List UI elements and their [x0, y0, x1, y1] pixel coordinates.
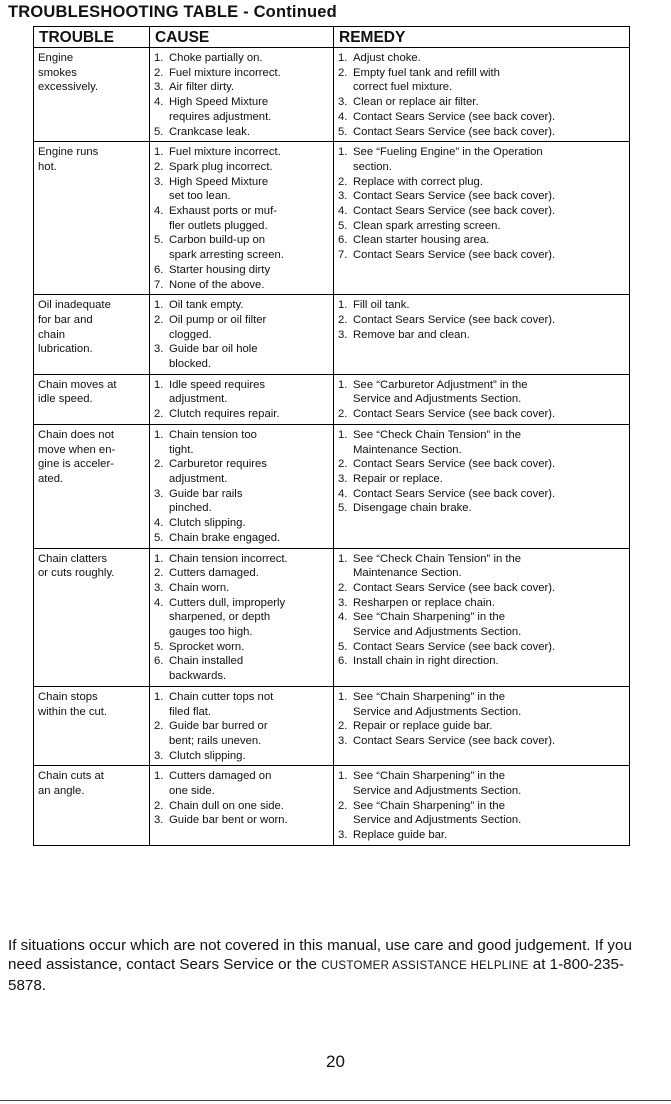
cause-item-number: 1. [154, 146, 164, 159]
remedy-item-number: 2. [338, 175, 348, 188]
remedy-item [338, 769, 625, 798]
table-row [34, 374, 630, 424]
remedy-item-text: Contact Sears Service (see back cover). [353, 734, 556, 747]
cause-item-number: 3. [154, 81, 164, 94]
remedy-item [338, 313, 625, 328]
trouble-cell [34, 295, 150, 375]
cause-item-text: Cutters damaged. [169, 567, 259, 580]
remedy-item [338, 719, 625, 734]
cause-item [154, 233, 329, 262]
trouble-cell [34, 142, 150, 295]
trouble-text: Chain clatters or cuts roughly. [38, 552, 115, 580]
remedy-item [338, 640, 625, 655]
remedy-item-number: 2. [338, 799, 348, 812]
cause-item [154, 566, 329, 581]
cause-item [154, 51, 329, 66]
remedy-item [338, 828, 625, 843]
cause-item-number: 2. [154, 458, 164, 471]
remedy-item [338, 690, 625, 719]
cause-item-text: Oil pump or oil filter clogged. [169, 313, 267, 341]
cause-item [154, 66, 329, 81]
remedy-item-number: 1. [338, 146, 348, 159]
remedy-item-text: Contact Sears Service (see back cover). [353, 190, 556, 203]
cause-item-number: 5. [154, 640, 164, 653]
remedy-cell [334, 142, 630, 295]
cause-item [154, 719, 329, 748]
remedy-item-text: See “Carburetor Adjustment” in the Service and Adjustments Section. [353, 378, 528, 406]
cause-item-text: Fuel mixture incorrect. [169, 66, 281, 79]
remedy-item-number: 7. [338, 249, 348, 262]
cause-item-number: 3. [154, 343, 164, 356]
cause-item [154, 175, 329, 204]
table-row [34, 548, 630, 686]
cause-cell [150, 424, 334, 548]
cause-item-number: 4. [154, 517, 164, 530]
remedy-item-text: Install chain in right direction. [353, 655, 499, 668]
remedy-item [338, 799, 625, 828]
cause-item [154, 428, 329, 457]
remedy-item-number: 1. [338, 378, 348, 391]
remedy-item-text: Repair or replace guide bar. [353, 720, 493, 733]
trouble-text: Chain stops within the cut. [38, 690, 108, 718]
cause-item [154, 204, 329, 233]
cause-item-number: 2. [154, 66, 164, 79]
remedy-item [338, 501, 625, 516]
trouble-text: Engine smokes excessively. [38, 52, 99, 94]
cause-item [154, 654, 329, 683]
remedy-item [338, 125, 625, 140]
cause-item [154, 160, 329, 175]
remedy-item [338, 110, 625, 125]
cause-item-number: 4. [154, 96, 164, 109]
remedy-item-number: 3. [338, 734, 348, 747]
table-row [34, 48, 630, 142]
remedy-item-text: Contact Sears Service (see back cover). [353, 249, 556, 262]
cause-item-text: Chain tension incorrect. [169, 552, 288, 565]
cause-item-number: 6. [154, 655, 164, 668]
cause-item-text: Fuel mixture incorrect. [169, 146, 281, 159]
remedy-item [338, 654, 625, 669]
cause-item-text: Idle speed requires adjustment. [169, 378, 266, 406]
remedy-item [338, 298, 625, 313]
cause-item-number: 6. [154, 263, 164, 276]
remedy-item-text: See “Fueling Engine” in the Operation section. [353, 146, 543, 173]
page-title: TROUBLESHOOTING TABLE - Continued [8, 3, 337, 21]
cause-item [154, 278, 329, 293]
table-row [34, 142, 630, 295]
remedy-item [338, 95, 625, 110]
remedy-item-number: 6. [338, 234, 348, 247]
remedy-item-text: Adjust choke. [353, 52, 421, 64]
cause-item-text: None of the above. [169, 278, 265, 291]
cause-item [154, 516, 329, 531]
remedy-item-number: 2. [338, 313, 348, 326]
cause-item-text: Clutch slipping. [169, 749, 246, 762]
cause-item-text: Crankcase leak. [169, 125, 250, 138]
cause-item-text: Chain installed backwards. [169, 655, 244, 683]
remedy-item-text: Contact Sears Service (see back cover). [353, 205, 556, 218]
troubleshooting-table [33, 26, 630, 846]
table-row [34, 424, 630, 548]
trouble-cell [34, 48, 150, 142]
remedy-cell [334, 548, 630, 686]
remedy-item-text: Contact Sears Service (see back cover). [353, 640, 556, 653]
cause-item [154, 125, 329, 140]
cause-item [154, 640, 329, 655]
remedy-item-text: Clean or replace air filter. [353, 96, 479, 109]
cause-item-text: Chain cutter tops not filed flat. [169, 690, 274, 718]
page-number: 20 [326, 1052, 345, 1071]
remedy-item-number: 1. [338, 770, 348, 783]
cause-item-text: Choke partially on. [169, 52, 263, 64]
remedy-item [338, 219, 625, 234]
cause-item-text: Carbon build-up on spark arresting screen. [169, 234, 284, 262]
remedy-item-number: 4. [338, 611, 348, 624]
cause-item-text: Starter housing dirty [169, 263, 271, 276]
cause-item-number: 1. [154, 378, 164, 391]
cause-item-text: Cutters dull, improperly sharpened, or depth gauges too high. [169, 596, 286, 639]
remedy-item [338, 734, 625, 749]
remedy-item-text: Contact Sears Service (see back cover). [353, 313, 556, 326]
remedy-item-number: 3. [338, 596, 348, 609]
remedy-cell [334, 374, 630, 424]
cause-item [154, 313, 329, 342]
remedy-cell [334, 766, 630, 846]
remedy-item-number: 5. [338, 219, 348, 232]
remedy-item-number: 5. [338, 640, 348, 653]
remedy-item [338, 204, 625, 219]
cause-item [154, 813, 329, 828]
remedy-item-text: See “Chain Sharpening” in the Service and Adjustments Section. [353, 611, 522, 639]
remedy-cell [334, 295, 630, 375]
remedy-item-number: 5. [338, 125, 348, 138]
cause-cell [150, 766, 334, 846]
remedy-item-text: Empty fuel tank and refill with correct fuel mixture. [353, 66, 500, 94]
remedy-item-text: Clean spark arresting screen. [353, 219, 501, 232]
trouble-cell [34, 766, 150, 846]
cause-item [154, 378, 329, 407]
cause-item [154, 298, 329, 313]
cause-item-text: Air filter dirty. [169, 81, 235, 94]
cause-item-text: Clutch requires repair. [169, 408, 280, 421]
cause-item-number: 2. [154, 799, 164, 812]
remedy-item [338, 596, 625, 611]
cause-item-number: 3. [154, 814, 164, 827]
remedy-item-text: Repair or replace. [353, 472, 443, 485]
trouble-text: Oil inadequate for bar and chain lubrication. [38, 299, 111, 356]
cause-item [154, 80, 329, 95]
remedy-item [338, 248, 625, 263]
remedy-item-number: 2. [338, 408, 348, 421]
cause-item-text: Oil tank empty. [169, 299, 244, 312]
remedy-item-number: 3. [338, 472, 348, 485]
trouble-text: Chain does not move when en- gine is acceler- ated. [38, 428, 116, 485]
remedy-item-text: Clean starter housing area. [353, 234, 490, 247]
cause-item-text: Guide bar rails pinched. [169, 487, 243, 515]
trouble-cell [34, 424, 150, 548]
cause-item-number: 1. [154, 428, 164, 441]
cause-item-number: 3. [154, 487, 164, 500]
cause-item-text: Guide bar bent or worn. [169, 814, 288, 827]
remedy-item-text: Disengage chain brake. [353, 502, 472, 515]
helpline-number: at 1-800-235-5878. [8, 956, 624, 994]
cause-item [154, 457, 329, 486]
cause-item-number: 5. [154, 234, 164, 247]
remedy-item [338, 233, 625, 248]
remedy-item-text: Contact Sears Service (see back cover). [353, 487, 556, 500]
cause-cell [150, 686, 334, 766]
cause-item [154, 581, 329, 596]
trouble-text: Engine runs hot. [38, 146, 99, 173]
remedy-item [338, 328, 625, 343]
cause-item-text: Chain worn. [169, 581, 230, 594]
cause-item [154, 407, 329, 422]
cause-item [154, 342, 329, 371]
remedy-cell [334, 424, 630, 548]
trouble-cell [34, 686, 150, 766]
trouble-text: Chain moves at idle speed. [38, 378, 117, 406]
remedy-item-number: 3. [338, 190, 348, 203]
remedy-item [338, 189, 625, 204]
remedy-item-number: 3. [338, 829, 348, 842]
cause-item-text: Guide bar oil hole blocked. [169, 343, 258, 371]
cause-item-number: 5. [154, 531, 164, 544]
remedy-item-number: 6. [338, 655, 348, 668]
remedy-item-number: 1. [338, 299, 348, 312]
cause-item [154, 487, 329, 516]
cause-item-text: Cutters damaged on one side. [169, 770, 272, 798]
cause-item-number: 1. [154, 770, 164, 783]
cause-item [154, 531, 329, 546]
cause-item-number: 7. [154, 278, 164, 291]
table-header-row [34, 27, 630, 48]
remedy-item-number: 3. [338, 328, 348, 341]
remedy-item-number: 1. [338, 552, 348, 565]
remedy-item-text: See “Chain Sharpening” in the Service and Adjustments Section. [353, 799, 522, 827]
cause-item-number: 3. [154, 749, 164, 762]
remedy-item-number: 1. [338, 690, 348, 703]
cause-item-text: Chain tension too tight. [169, 428, 257, 456]
cause-item-text: Guide bar burred or bent; rails uneven. [169, 720, 268, 747]
remedy-item-text: See “Chain Sharpening” in the Service and Adjustments Section. [353, 770, 522, 798]
remedy-item-number: 4. [338, 110, 348, 123]
cause-item [154, 95, 329, 124]
cause-item [154, 552, 329, 567]
remedy-item-number: 2. [338, 581, 348, 594]
remedy-item [338, 472, 625, 487]
remedy-item-number: 3. [338, 96, 348, 109]
remedy-item-number: 4. [338, 487, 348, 500]
table-row [34, 295, 630, 375]
helpline-name: CUSTOMER ASSISTANCE HELPLINE [321, 960, 529, 972]
cause-item-number: 1. [154, 299, 164, 312]
footer-note [8, 936, 648, 995]
remedy-item [338, 66, 625, 95]
remedy-item [338, 457, 625, 472]
cause-item-number: 3. [154, 581, 164, 594]
cause-item-number: 1. [154, 690, 164, 703]
cause-item-text: Spark plug incorrect. [169, 160, 273, 173]
header-cause: CAUSE [150, 27, 334, 48]
trouble-text: Chain cuts at an angle. [38, 770, 104, 798]
remedy-item [338, 407, 625, 422]
remedy-item [338, 378, 625, 407]
cause-item-text: Carburetor requires adjustment. [169, 458, 267, 485]
remedy-item-text: See “Chain Sharpening” in the Service and Adjustments Section. [353, 690, 522, 718]
remedy-item-text: Fill oil tank. [353, 299, 410, 312]
cause-cell [150, 142, 334, 295]
cause-item [154, 596, 329, 640]
cause-item-number: 5. [154, 125, 164, 138]
remedy-item-text: Remove bar and clean. [353, 328, 470, 341]
cause-item [154, 145, 329, 160]
cause-item-number: 1. [154, 52, 164, 64]
cause-item-text: Exhaust ports or muf- fler outlets plugged. [169, 205, 277, 232]
cause-cell [150, 548, 334, 686]
cause-item-number: 2. [154, 567, 164, 580]
table-body [34, 48, 630, 846]
cause-item-number: 2. [154, 160, 164, 173]
remedy-item-text: Contact Sears Service (see back cover). [353, 110, 556, 123]
trouble-cell [34, 374, 150, 424]
remedy-item-text: Contact Sears Service (see back cover). [353, 581, 556, 594]
cause-item [154, 799, 329, 814]
remedy-item-text: Contact Sears Service (see back cover). [353, 458, 556, 471]
cause-item-number: 2. [154, 313, 164, 326]
remedy-item-number: 2. [338, 720, 348, 733]
remedy-item-text: Replace guide bar. [353, 829, 448, 842]
cause-item-text: Clutch slipping. [169, 517, 246, 530]
cause-item-text: Chain dull on one side. [169, 799, 284, 812]
table-row [34, 766, 630, 846]
trouble-cell [34, 548, 150, 686]
remedy-cell [334, 686, 630, 766]
remedy-item-text: Contact Sears Service (see back cover). [353, 125, 556, 138]
remedy-item [338, 581, 625, 596]
cause-item-number: 4. [154, 205, 164, 218]
remedy-item [338, 51, 625, 66]
remedy-item-number: 2. [338, 66, 348, 79]
remedy-cell [334, 48, 630, 142]
cause-item-number: 2. [154, 720, 164, 733]
remedy-item-number: 4. [338, 205, 348, 218]
remedy-item [338, 610, 625, 639]
remedy-item [338, 552, 625, 581]
remedy-item-number: 2. [338, 458, 348, 471]
cause-cell [150, 295, 334, 375]
cause-item-text: High Speed Mixture requires adjustment. [169, 96, 272, 123]
cause-cell [150, 374, 334, 424]
cause-item-text: Sprocket worn. [169, 640, 245, 653]
remedy-item-text: Resharpen or replace chain. [353, 596, 495, 609]
remedy-item-number: 1. [338, 52, 348, 64]
remedy-item-number: 5. [338, 502, 348, 515]
remedy-item-number: 1. [338, 428, 348, 441]
bottom-rule [0, 1100, 671, 1101]
remedy-item-text: See “Check Chain Tension” in the Maintenance Section. [353, 428, 522, 456]
cause-item [154, 769, 329, 798]
cause-item [154, 690, 329, 719]
cause-item-text: High Speed Mixture set too lean. [169, 175, 269, 203]
remedy-item [338, 428, 625, 457]
cause-item-number: 1. [154, 552, 164, 565]
cause-item [154, 749, 329, 764]
header-remedy: REMEDY [334, 27, 630, 48]
cause-item [154, 263, 329, 278]
remedy-item-text: Contact Sears Service (see back cover). [353, 408, 556, 421]
cause-cell [150, 48, 334, 142]
table-row [34, 686, 630, 766]
cause-item-text: Chain brake engaged. [169, 531, 281, 544]
cause-item-number: 4. [154, 596, 164, 609]
header-trouble: TROUBLE [34, 27, 150, 48]
remedy-item [338, 175, 625, 190]
footer-text: If situations occur which are not covered in this manual, use care and good judgement. If you need assistance, contact Sears Service or the [8, 937, 632, 973]
cause-item-number: 2. [154, 408, 164, 421]
cause-item-number: 3. [154, 175, 164, 188]
remedy-item-text: See “Check Chain Tension” in the Maintenance Section. [353, 552, 522, 580]
remedy-item [338, 487, 625, 502]
remedy-item [338, 145, 625, 174]
remedy-item-text: Replace with correct plug. [353, 175, 483, 188]
